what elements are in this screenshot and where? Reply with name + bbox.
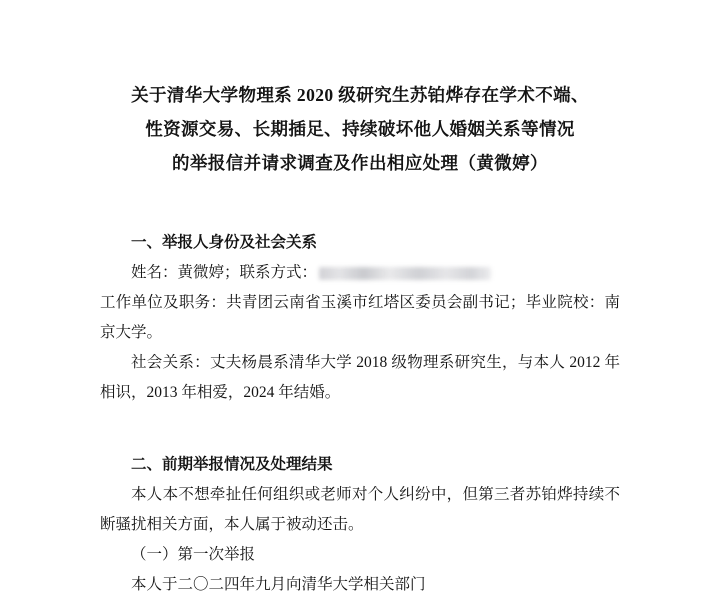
reporter-name-and-contact-label: 姓名：黄微婷；联系方式： — [131, 264, 318, 281]
section-one-paragraph-1 — [100, 258, 620, 288]
section-gap — [100, 408, 620, 448]
section-two — [100, 450, 620, 593]
section-two-heading: 二、前期举报情况及处理结果 — [131, 456, 333, 473]
title-line-1: 关于清华大学物理系 2020 级研究生苏铂烨存在学术不端、 — [131, 85, 589, 105]
section-one-paragraph-3: 社会关系：丈夫杨晨系清华大学 2018 级物理系研究生，与本人 2012 年相识，2013 年相爱，2024 年结婚。 — [100, 354, 620, 401]
title-line-3: 的举报信并请求调查及作出相应处理（黄微婷） — [172, 153, 548, 173]
section-one-paragraph-2: 工作单位及职务：共青团云南省玉溪市红塔区委员会副书记；毕业院校：南京大学。 — [100, 294, 620, 341]
document-title — [100, 0, 620, 180]
section-two-paragraph-1: 本人本不想牵扯任何组织或老师对个人纠纷中，但第三者苏铂烨持续不断骚扰相关方面，本人属于被动还击。 — [100, 486, 620, 533]
section-two-clipped-line: 本人于二〇二四年九月向清华大学相关部门 — [131, 576, 426, 593]
title-spacer — [100, 180, 620, 226]
redacted-contact-field — [319, 267, 491, 280]
title-line-2: 性资源交易、长期插足、持续破坏他人婚姻关系等情况 — [145, 119, 575, 139]
section-one — [100, 228, 620, 408]
section-two-subheading: （一）第一次举报 — [131, 546, 256, 563]
section-one-heading: 一、举报人身份及社会关系 — [131, 234, 318, 251]
